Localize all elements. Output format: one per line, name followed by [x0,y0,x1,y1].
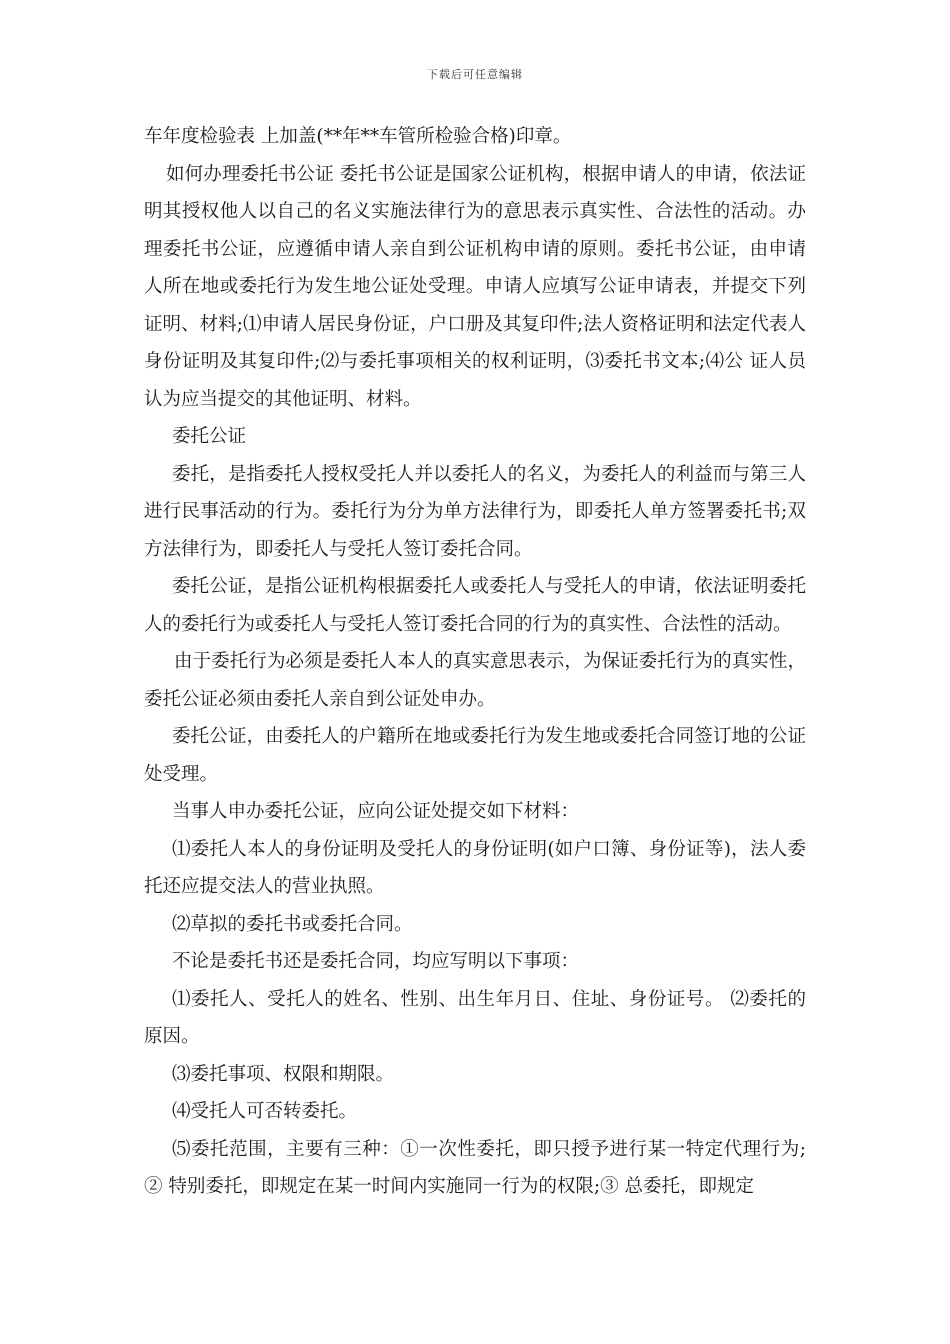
paragraph-notarization-definition: 委托公证，是指公证机构根据委托人或委托人与受托人的申请，依法证明委托人的委托行为或委托人与受托人签订委托合同的行为的真实性、合法性的活动。 [144,576,806,635]
section-heading-entrustment-notarization: 委托公证 [172,426,247,447]
list-item-draft-document: ⑵草拟的委托书或委托合同。 [172,913,413,935]
page-header-note: 下载后可任意编辑 [427,68,523,81]
list-item-scope-and-term: ⑶委托事项、权限和期限。 [172,1063,395,1085]
paragraph-vehicle-inspection: 车年度检验表 上加盖(**年**车管所检验合格)印章。 [144,126,572,147]
list-item-identity-documents: ⑴委托人本人的身份证明及受托人的身份证明(如户口簿、身份证等)，法人委托还应提交法人的营业执照。 [144,838,806,897]
paragraph-jurisdiction: 委托公证，由委托人的户籍所在地或委托行为发生地或委托合同签订地的公证处受理。 [144,726,806,785]
paragraph-in-person-requirement: 由于委托行为必须是委托人本人的真实意思表示，为保证委托行为的真实性，委托公证必须由委托人亲自到公证处申办。 [144,651,806,710]
list-item-sub-delegation: ⑷受托人可否转委托。 [172,1101,358,1122]
list-item-scope-types: ⑸委托范围，主要有三种：①一次性委托，即只授予进行某一特定代理行为;② 特别委托，即规定在某一时间内实施同一行为的权限;③ 总委托，即规定 [144,1138,806,1197]
list-item-personal-details: ⑴委托人、受托人的姓名、性别、出生年月日、住址、身份证号。 ⑵委托的原因。 [144,988,806,1047]
paragraph-materials-intro: 当事人申办委托公证，应向公证处提交如下材料： [172,801,580,822]
document-body [144,118,806,1206]
paragraph-power-of-attorney-notarization: 如何办理委托书公证 委托书公证是国家公证机构，根据申请人的申请，依法证明其授权他人以自己的名义实施法律行为的意思表示真实性、合法性的活动。办理委托书公证，应遵循申请人亲自到公证机构申请的原则。委托书公证，由申请人所在地或委托行为发生地公证处受理。申请人应填写公证申请表，并提交下列证明、材料;⑴申请人居民身份证，户口册及其复印件;法人资格证明和法定代表人身份证明及其复印件;⑵与委托事项相关的权利证明，⑶委托书文本;⑷公 证人员认为应当提交的其他证明、材料。 [144,163,806,410]
paragraph-entrustment-definition: 委托，是指委托人授权受托人并以委托人的名义，为委托人的利益而与第三人进行民事活动的行为。委托行为分为单方法律行为，即委托人单方签署委托书;双方法律行为，即委托人与受托人签订委托合同。 [144,463,806,560]
paragraph-required-items-intro: 不论是委托书还是委托合同，均应写明以下事项： [172,951,580,972]
